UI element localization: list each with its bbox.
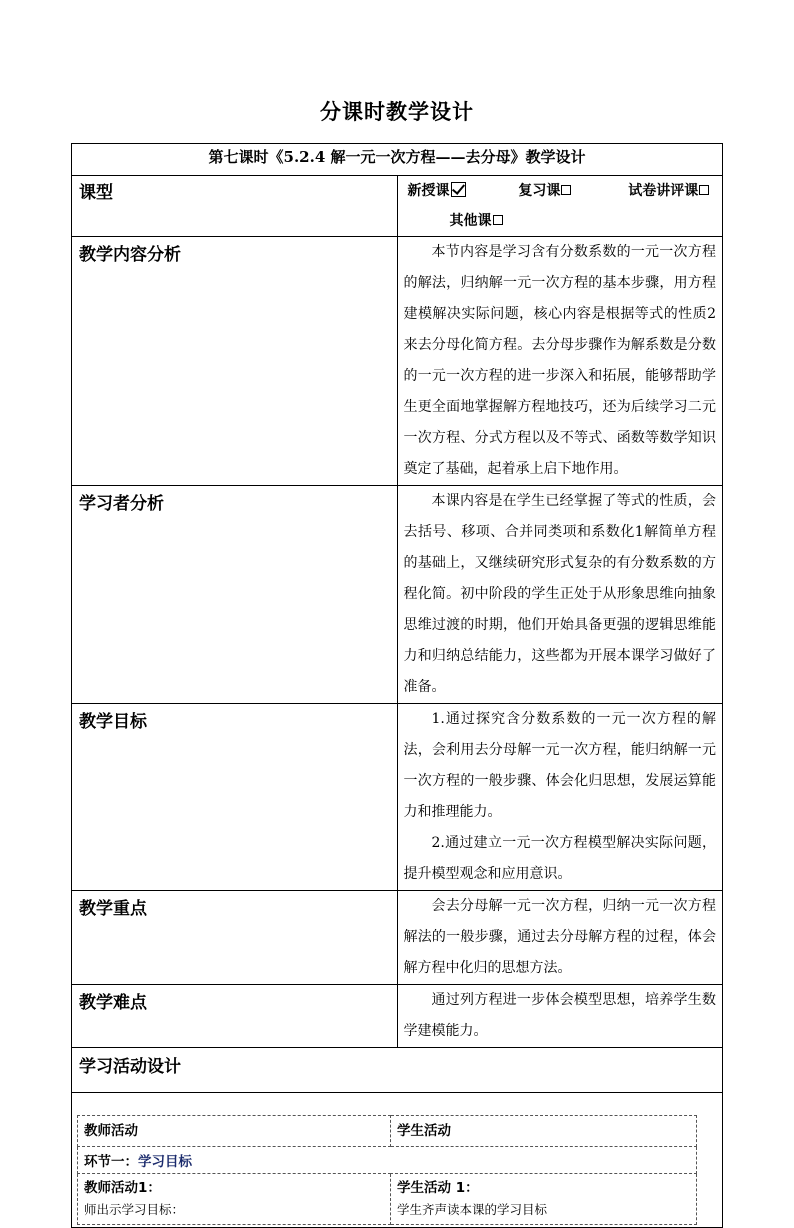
activity-design-title: 学习活动设计 (72, 1048, 723, 1093)
checkbox-icon (493, 215, 503, 225)
paragraph: 本课内容是在学生已经掌握了等式的性质，会去括号、移项、合并同类项和系数化1解简单方程的基础上，又继续研究形式复杂的有分数系数的方程化简。初中阶段的学生正处于从形象思维向抽象思维过渡的时期，他们开始具备更强的逻辑思维能力和归纳总结能力，这些都为开展本课学习做好了准备。 (403, 493, 716, 695)
paragraph: 本节内容是学习含有分数系数的一元一次方程的解法，归纳解一元一次方程的基本步骤，用方程建模解决实际问题，核心内容是根据等式的性质2来去分母化简方程。去分母步骤作为解系数是分数的一元一次方程的进一步深入和拓展，能够帮助学生更全面地掌握解方程地技巧，还为后续学习二元一次方程、分式方程以及不等式、函数等数学知识奠定了基础，起着承上启下地作用。 (403, 244, 716, 477)
checked-box-icon (451, 182, 466, 197)
lesson-title: 第七课时《5.2.4 解一元一次方程——去分母》教学设计 (72, 144, 723, 176)
segment-one (78, 1147, 697, 1174)
segment-prefix: 环节一： (84, 1154, 138, 1170)
teaching-goals-text (397, 704, 723, 891)
activity-design-body (72, 1093, 723, 1228)
segment-name: 学习目标 (138, 1154, 192, 1170)
paragraph: 2.通过建立一元一次方程模型解决实际问题，提升模型观念和应用意识。 (403, 835, 716, 882)
teacher-activity-text: 师出示学习目标： (84, 1202, 185, 1217)
content-analysis-label: 教学内容分析 (72, 237, 398, 486)
student-activity-text: 学生齐声读本课的学习目标 (397, 1202, 548, 1217)
option-label: 复习课 (518, 183, 561, 199)
lesson-type-option-review[interactable] (518, 176, 571, 206)
lesson-type-options (397, 176, 723, 237)
paragraph: 通过列方程进一步体会模型思想，培养学生数学建模能力。 (403, 992, 716, 1039)
student-activity-title: 学生活动 1： (397, 1180, 479, 1196)
checkbox-icon (699, 185, 709, 195)
learner-analysis-label: 学习者分析 (72, 486, 398, 704)
difficulties-label: 教学难点 (72, 985, 398, 1048)
student-activity-header: 学生活动 (391, 1116, 697, 1147)
key-points-text (397, 891, 723, 985)
option-label: 新授课 (407, 183, 450, 199)
teacher-activity-title: 教师活动1： (84, 1180, 161, 1196)
checkbox-icon (561, 185, 571, 195)
lesson-design-table (71, 143, 723, 1228)
paragraph: 1.通过探究含分数系数的一元一次方程的解法，会利用去分母解一元一次方程，能归纳解一元一次方程的一般步骤、体会化归思想，发展运算能力和推理能力。 (403, 711, 716, 820)
difficulties-text (397, 985, 723, 1048)
content-analysis-text (397, 237, 723, 486)
option-label: 试卷讲评课 (628, 183, 699, 199)
lesson-type-option-other[interactable] (450, 206, 503, 236)
lesson-type-option-new[interactable] (408, 176, 466, 206)
lesson-type-option-exam-review[interactable] (628, 176, 709, 206)
teaching-goals-label: 教学目标 (72, 704, 398, 891)
student-activity-1 (391, 1174, 697, 1225)
option-label: 其他课 (449, 213, 492, 229)
lesson-type-label: 课型 (72, 176, 398, 237)
teacher-activity-header: 教师活动 (78, 1116, 391, 1147)
paragraph: 会去分母解一元一次方程，归纳一元一次方程解法的一般步骤，通过去分母解方程的过程，体会解方程中化归的思想方法。 (403, 898, 716, 976)
learner-analysis-text (397, 486, 723, 704)
teacher-activity-1 (78, 1174, 391, 1225)
key-points-label: 教学重点 (72, 891, 398, 985)
activity-table (77, 1115, 697, 1225)
page-title: 分课时教学设计 (320, 99, 474, 124)
